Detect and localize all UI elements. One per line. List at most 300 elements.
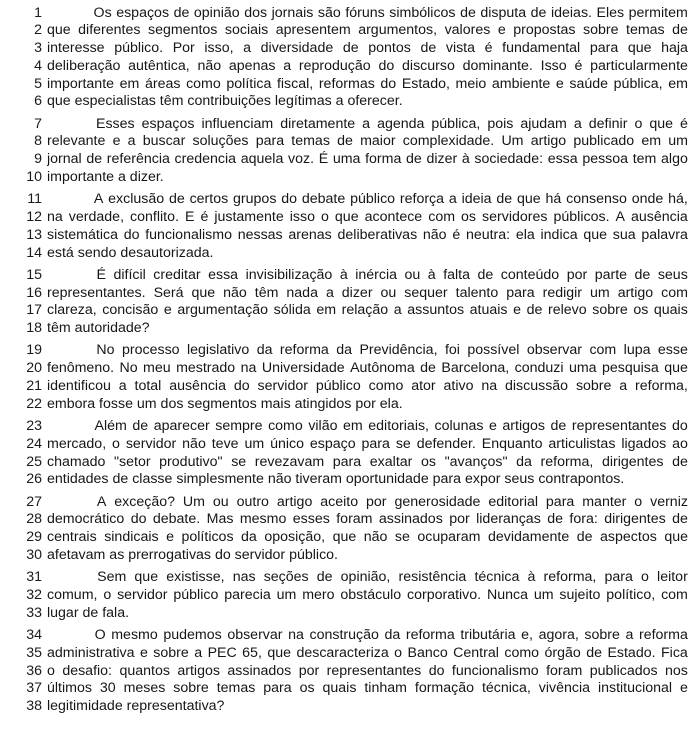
word: autêntica, <box>128 57 190 74</box>
word: e <box>680 680 688 697</box>
word: funcionalismo <box>145 226 232 243</box>
word: Fica <box>661 644 688 661</box>
word: fenômeno. <box>47 360 115 377</box>
word: valores <box>444 22 491 39</box>
word: credencia <box>174 151 237 168</box>
line-number: 9 <box>34 151 42 168</box>
word: seções <box>263 569 309 586</box>
word: à <box>339 266 348 283</box>
line-text <box>47 93 688 111</box>
word: tem <box>632 151 657 168</box>
word: a <box>625 627 634 644</box>
text-line <box>0 680 699 698</box>
line-body: lugar de fala. <box>47 604 130 621</box>
word: a <box>118 377 127 394</box>
word: Esses <box>96 115 135 132</box>
word: sequer <box>404 284 448 301</box>
word: de <box>342 40 359 57</box>
line-number: 18 <box>26 320 42 337</box>
word: fundamental <box>502 40 581 57</box>
word: foram <box>546 662 583 679</box>
word: à <box>461 151 470 168</box>
word: para <box>545 493 575 510</box>
word: relação <box>341 302 389 319</box>
word: tinham <box>364 680 407 697</box>
word: um <box>244 435 265 452</box>
line-number: 8 <box>34 133 42 150</box>
line-number: 26 <box>26 471 42 488</box>
word: desafio: <box>62 662 113 679</box>
word: para <box>589 40 619 57</box>
word: "avanços" <box>444 453 508 470</box>
line-body: têm autoridade? <box>47 320 150 337</box>
line-number: 32 <box>26 587 42 603</box>
word: fora: <box>569 511 598 528</box>
word: quantos <box>119 662 170 679</box>
line-text <box>47 40 688 58</box>
word: é <box>484 40 493 57</box>
word: da <box>336 342 353 359</box>
word: servidor <box>117 587 168 603</box>
word: aspectos <box>600 529 657 546</box>
word: Nunca <box>486 587 528 603</box>
word: Autônoma <box>350 360 415 377</box>
word: falta <box>443 266 471 283</box>
word: centrais <box>47 529 97 546</box>
word: representantes <box>571 418 667 435</box>
word: da <box>516 453 532 470</box>
word: que <box>664 529 688 546</box>
word: temas <box>626 22 665 39</box>
word: reforma, <box>543 569 597 586</box>
word: editoriais, <box>368 418 430 435</box>
word: de <box>460 4 476 21</box>
line-text <box>47 58 688 76</box>
text-line <box>0 40 699 58</box>
word: esses <box>292 511 330 528</box>
word: Um <box>501 133 524 150</box>
word: se <box>395 435 411 452</box>
word: de <box>168 191 185 208</box>
line-text <box>47 191 688 209</box>
word: mestrado <box>176 360 236 377</box>
text-line <box>0 698 699 716</box>
line-body: legitimidade representativa? <box>47 698 225 715</box>
word: que <box>47 22 71 39</box>
word: sistemática <box>47 226 118 243</box>
word: de <box>672 22 688 39</box>
word: colunas <box>434 418 484 435</box>
word: indica <box>540 226 578 243</box>
text-line <box>0 494 699 512</box>
paragraph-indent <box>47 116 89 134</box>
word: apresentem <box>275 22 351 39</box>
text-line <box>0 5 699 23</box>
word: arenas <box>288 226 332 243</box>
word: assinados <box>227 662 292 679</box>
word: importante <box>47 75 115 92</box>
word: de <box>173 4 190 21</box>
word: É <box>96 266 106 283</box>
word: para <box>255 133 285 150</box>
word: conflito. <box>130 209 179 226</box>
word: revezavam <box>254 453 325 470</box>
word: sobre <box>173 680 209 697</box>
word: institucional <box>597 680 673 697</box>
text-line <box>0 454 699 472</box>
word: público <box>315 377 361 394</box>
word: áreas <box>144 75 181 92</box>
paragraph-indent <box>47 627 89 645</box>
word: político, <box>606 587 656 603</box>
word: consenso <box>566 191 627 208</box>
word: pudemos <box>163 627 222 644</box>
numbered-passage <box>0 5 699 735</box>
word: articulistas <box>548 435 616 452</box>
word: de <box>420 40 437 57</box>
line-text <box>47 378 688 396</box>
word: fiscal, <box>276 75 314 92</box>
word: relevo <box>547 302 587 319</box>
word: que <box>332 529 357 546</box>
word: dirigentes <box>604 511 666 528</box>
word: de <box>547 511 563 528</box>
word: jornal <box>47 151 82 168</box>
word: há <box>545 191 562 208</box>
word: A <box>96 493 107 510</box>
word: pública, <box>613 75 663 92</box>
word: clareza, <box>47 302 97 319</box>
word: fóruns <box>345 4 385 21</box>
word: que <box>267 644 292 661</box>
line-number: 6 <box>34 93 42 110</box>
word: do <box>123 226 140 243</box>
word: sempre <box>215 418 263 435</box>
word: de <box>530 4 547 21</box>
text-line <box>0 663 699 681</box>
line-text <box>47 471 688 489</box>
word: como <box>268 418 303 435</box>
word: o <box>112 435 120 452</box>
line-number: 3 <box>34 40 42 57</box>
word: é <box>200 209 209 226</box>
word: a <box>573 115 582 132</box>
word: para <box>604 569 633 586</box>
line-text <box>47 360 688 378</box>
word: exaltar <box>369 453 413 470</box>
word: referência <box>106 151 170 168</box>
word: a <box>619 377 628 394</box>
word: onde <box>631 191 664 208</box>
line-body: entidades de classe simplesmente não tiveram oportunidade para expor seus contrapontos. <box>47 471 625 488</box>
word: deliberação <box>47 57 121 74</box>
line-text <box>47 436 688 454</box>
word: de <box>337 133 353 150</box>
word: os <box>299 680 315 697</box>
line-number: 13 <box>26 226 42 243</box>
word: dizer <box>341 284 373 301</box>
text-line <box>0 547 699 565</box>
text-line <box>0 267 699 285</box>
word: com <box>661 587 688 603</box>
word: a <box>448 191 457 208</box>
word: de <box>576 529 593 546</box>
word: apenas <box>228 57 276 74</box>
word: e <box>163 302 172 319</box>
word: Estado, <box>401 75 450 92</box>
word: observar <box>227 627 283 644</box>
word: total <box>134 377 162 394</box>
word: dirigentes <box>601 453 664 470</box>
text-line <box>0 22 699 40</box>
word: e, <box>521 627 533 644</box>
word: como <box>504 644 540 661</box>
word: ao <box>672 435 688 452</box>
word: não <box>197 57 222 74</box>
word: defender. <box>416 435 476 452</box>
word: verdade, <box>68 209 125 226</box>
word: Além <box>94 418 127 435</box>
word: e <box>166 529 174 546</box>
word: em <box>119 75 140 92</box>
word: de <box>634 266 651 283</box>
line-number: 24 <box>26 435 42 452</box>
word: é <box>452 226 461 243</box>
word: ausência <box>169 377 226 394</box>
line-text <box>47 494 688 512</box>
word: meses <box>123 680 166 697</box>
line-number: 10 <box>26 168 42 185</box>
word: debate <box>301 191 346 208</box>
word: parte <box>594 266 628 283</box>
word: esse <box>657 342 688 359</box>
word: PEC <box>207 644 237 661</box>
word: pesquisa <box>601 360 659 377</box>
word: de <box>672 453 688 470</box>
line-number: 17 <box>26 302 42 319</box>
word: não <box>422 226 447 243</box>
word: a <box>362 115 371 132</box>
line-text <box>47 627 688 645</box>
word: para <box>361 435 390 452</box>
line-text <box>47 116 688 134</box>
word: o <box>321 209 329 226</box>
text-line <box>0 529 699 547</box>
word: resistência <box>398 569 467 586</box>
word: interesse <box>47 40 105 57</box>
word: na <box>47 209 63 226</box>
word: mercado, <box>47 435 107 452</box>
word: Isso <box>540 57 567 74</box>
line-number: 21 <box>26 377 42 394</box>
word: nas <box>232 569 256 586</box>
word: a <box>393 302 402 319</box>
word: por <box>366 493 387 510</box>
word: de <box>477 266 494 283</box>
word: foram <box>336 511 373 528</box>
line-number: 5 <box>34 75 42 92</box>
word: o <box>394 644 403 661</box>
word: a <box>194 644 203 661</box>
word: sobre <box>153 644 189 661</box>
word: espaço <box>309 435 356 452</box>
word: como <box>186 75 221 92</box>
line-text <box>47 547 688 565</box>
line-text <box>47 342 688 360</box>
word: assinados <box>378 511 443 528</box>
word: na <box>240 360 257 377</box>
word: maior <box>360 133 396 150</box>
word: de <box>526 302 543 319</box>
word: Previdência, <box>359 342 438 359</box>
word: descaracteriza <box>296 644 389 661</box>
word: permitem <box>628 4 688 21</box>
word: sólida <box>273 302 311 319</box>
line-text <box>47 76 688 94</box>
paragraph-indent <box>47 418 89 436</box>
line-number: 30 <box>26 546 42 563</box>
line-number: 4 <box>34 57 42 74</box>
word: outro <box>236 493 269 510</box>
text-line <box>0 58 699 76</box>
word: verniz <box>650 493 688 510</box>
word: agora, <box>538 627 579 644</box>
word: talento <box>455 284 499 301</box>
line-number: 28 <box>26 511 42 528</box>
word: últimos <box>47 680 92 697</box>
word: ambiente <box>491 75 551 92</box>
word: reforça <box>399 191 445 208</box>
line-number: 15 <box>26 266 42 283</box>
word: do <box>281 191 298 208</box>
word: temas <box>216 680 256 697</box>
word: e <box>112 133 121 150</box>
paragraph-indent <box>47 569 89 587</box>
word: ativo <box>443 377 474 394</box>
line-text <box>47 227 688 245</box>
word: de <box>86 151 103 168</box>
word: vivência <box>538 680 591 697</box>
line-number: 29 <box>26 529 42 546</box>
word: deliberativas <box>337 226 418 243</box>
word: ajudam <box>520 115 567 132</box>
word: Barcelona, <box>441 360 510 377</box>
word: essa <box>208 266 239 283</box>
word: e <box>488 418 497 435</box>
word: exclusão <box>108 191 165 208</box>
word: de <box>496 191 513 208</box>
word: público. <box>114 40 164 57</box>
line-number: 27 <box>26 493 42 510</box>
line-body: que especialistas têm contribuições legítimas a oferecer. <box>47 93 403 110</box>
word: quais <box>653 302 688 319</box>
word: E <box>184 209 195 226</box>
text-line <box>0 436 699 454</box>
word: o <box>47 662 55 679</box>
text-line <box>0 360 699 378</box>
line-number: 2 <box>34 22 42 39</box>
word: que <box>664 360 688 377</box>
word: ou <box>212 493 229 510</box>
word: em <box>641 133 662 150</box>
word: e <box>497 22 506 39</box>
word: Por <box>172 40 195 57</box>
word: que <box>517 191 541 208</box>
word: são <box>317 4 341 21</box>
line-text <box>47 302 688 320</box>
line-number: 22 <box>26 395 42 412</box>
word: difícil <box>113 266 146 283</box>
word: simbólicos <box>389 4 456 21</box>
word: em <box>316 302 337 319</box>
word: formação <box>414 680 475 697</box>
word: exceção? <box>114 493 176 510</box>
word: devidamente <box>487 529 570 546</box>
word: ideia <box>461 191 492 208</box>
word: os <box>633 302 649 319</box>
word: único <box>270 435 304 452</box>
word: do <box>233 377 250 394</box>
word: sobre <box>583 22 619 39</box>
word: 65, <box>242 644 262 661</box>
word: No <box>96 342 115 359</box>
word: 30 <box>99 680 116 697</box>
word: concisão <box>102 302 159 319</box>
line-number: 7 <box>34 115 42 132</box>
text-line <box>0 396 699 414</box>
word: obstáculo <box>340 587 402 603</box>
word: uma <box>568 360 597 377</box>
word: aceito <box>320 493 359 510</box>
word: redigir <box>542 284 583 301</box>
word: se <box>231 453 247 470</box>
text-line <box>0 285 699 303</box>
word: Banco <box>407 644 448 661</box>
word: reforma <box>638 627 688 644</box>
word: é <box>680 115 688 132</box>
word: ausência <box>631 209 688 226</box>
word: pois <box>487 115 514 132</box>
line-number: 35 <box>26 644 42 661</box>
word: servidor <box>257 377 308 394</box>
word: quais <box>322 680 357 697</box>
line-number: 38 <box>26 698 42 715</box>
text-line <box>0 645 699 663</box>
word: comum, <box>47 587 98 603</box>
word: vista <box>445 40 476 57</box>
text-line <box>0 227 699 245</box>
word: em <box>343 418 363 435</box>
word: a <box>325 284 334 301</box>
word: à <box>527 569 536 586</box>
word: Eles <box>596 4 625 21</box>
word: oposição, <box>264 529 326 546</box>
word: na <box>481 377 498 394</box>
text-line <box>0 320 699 338</box>
line-text <box>47 245 688 263</box>
word: conteúdo <box>500 266 560 283</box>
line-number: 19 <box>26 342 42 359</box>
word: disputa <box>480 4 527 21</box>
text-line <box>0 151 699 169</box>
line-number: 37 <box>26 680 42 697</box>
word: espaços <box>141 115 195 132</box>
word: lupa <box>623 342 651 359</box>
line-body: importante a dizer. <box>47 168 164 185</box>
line-text <box>47 5 688 23</box>
word: sobre <box>575 377 612 394</box>
word: e <box>513 302 521 319</box>
